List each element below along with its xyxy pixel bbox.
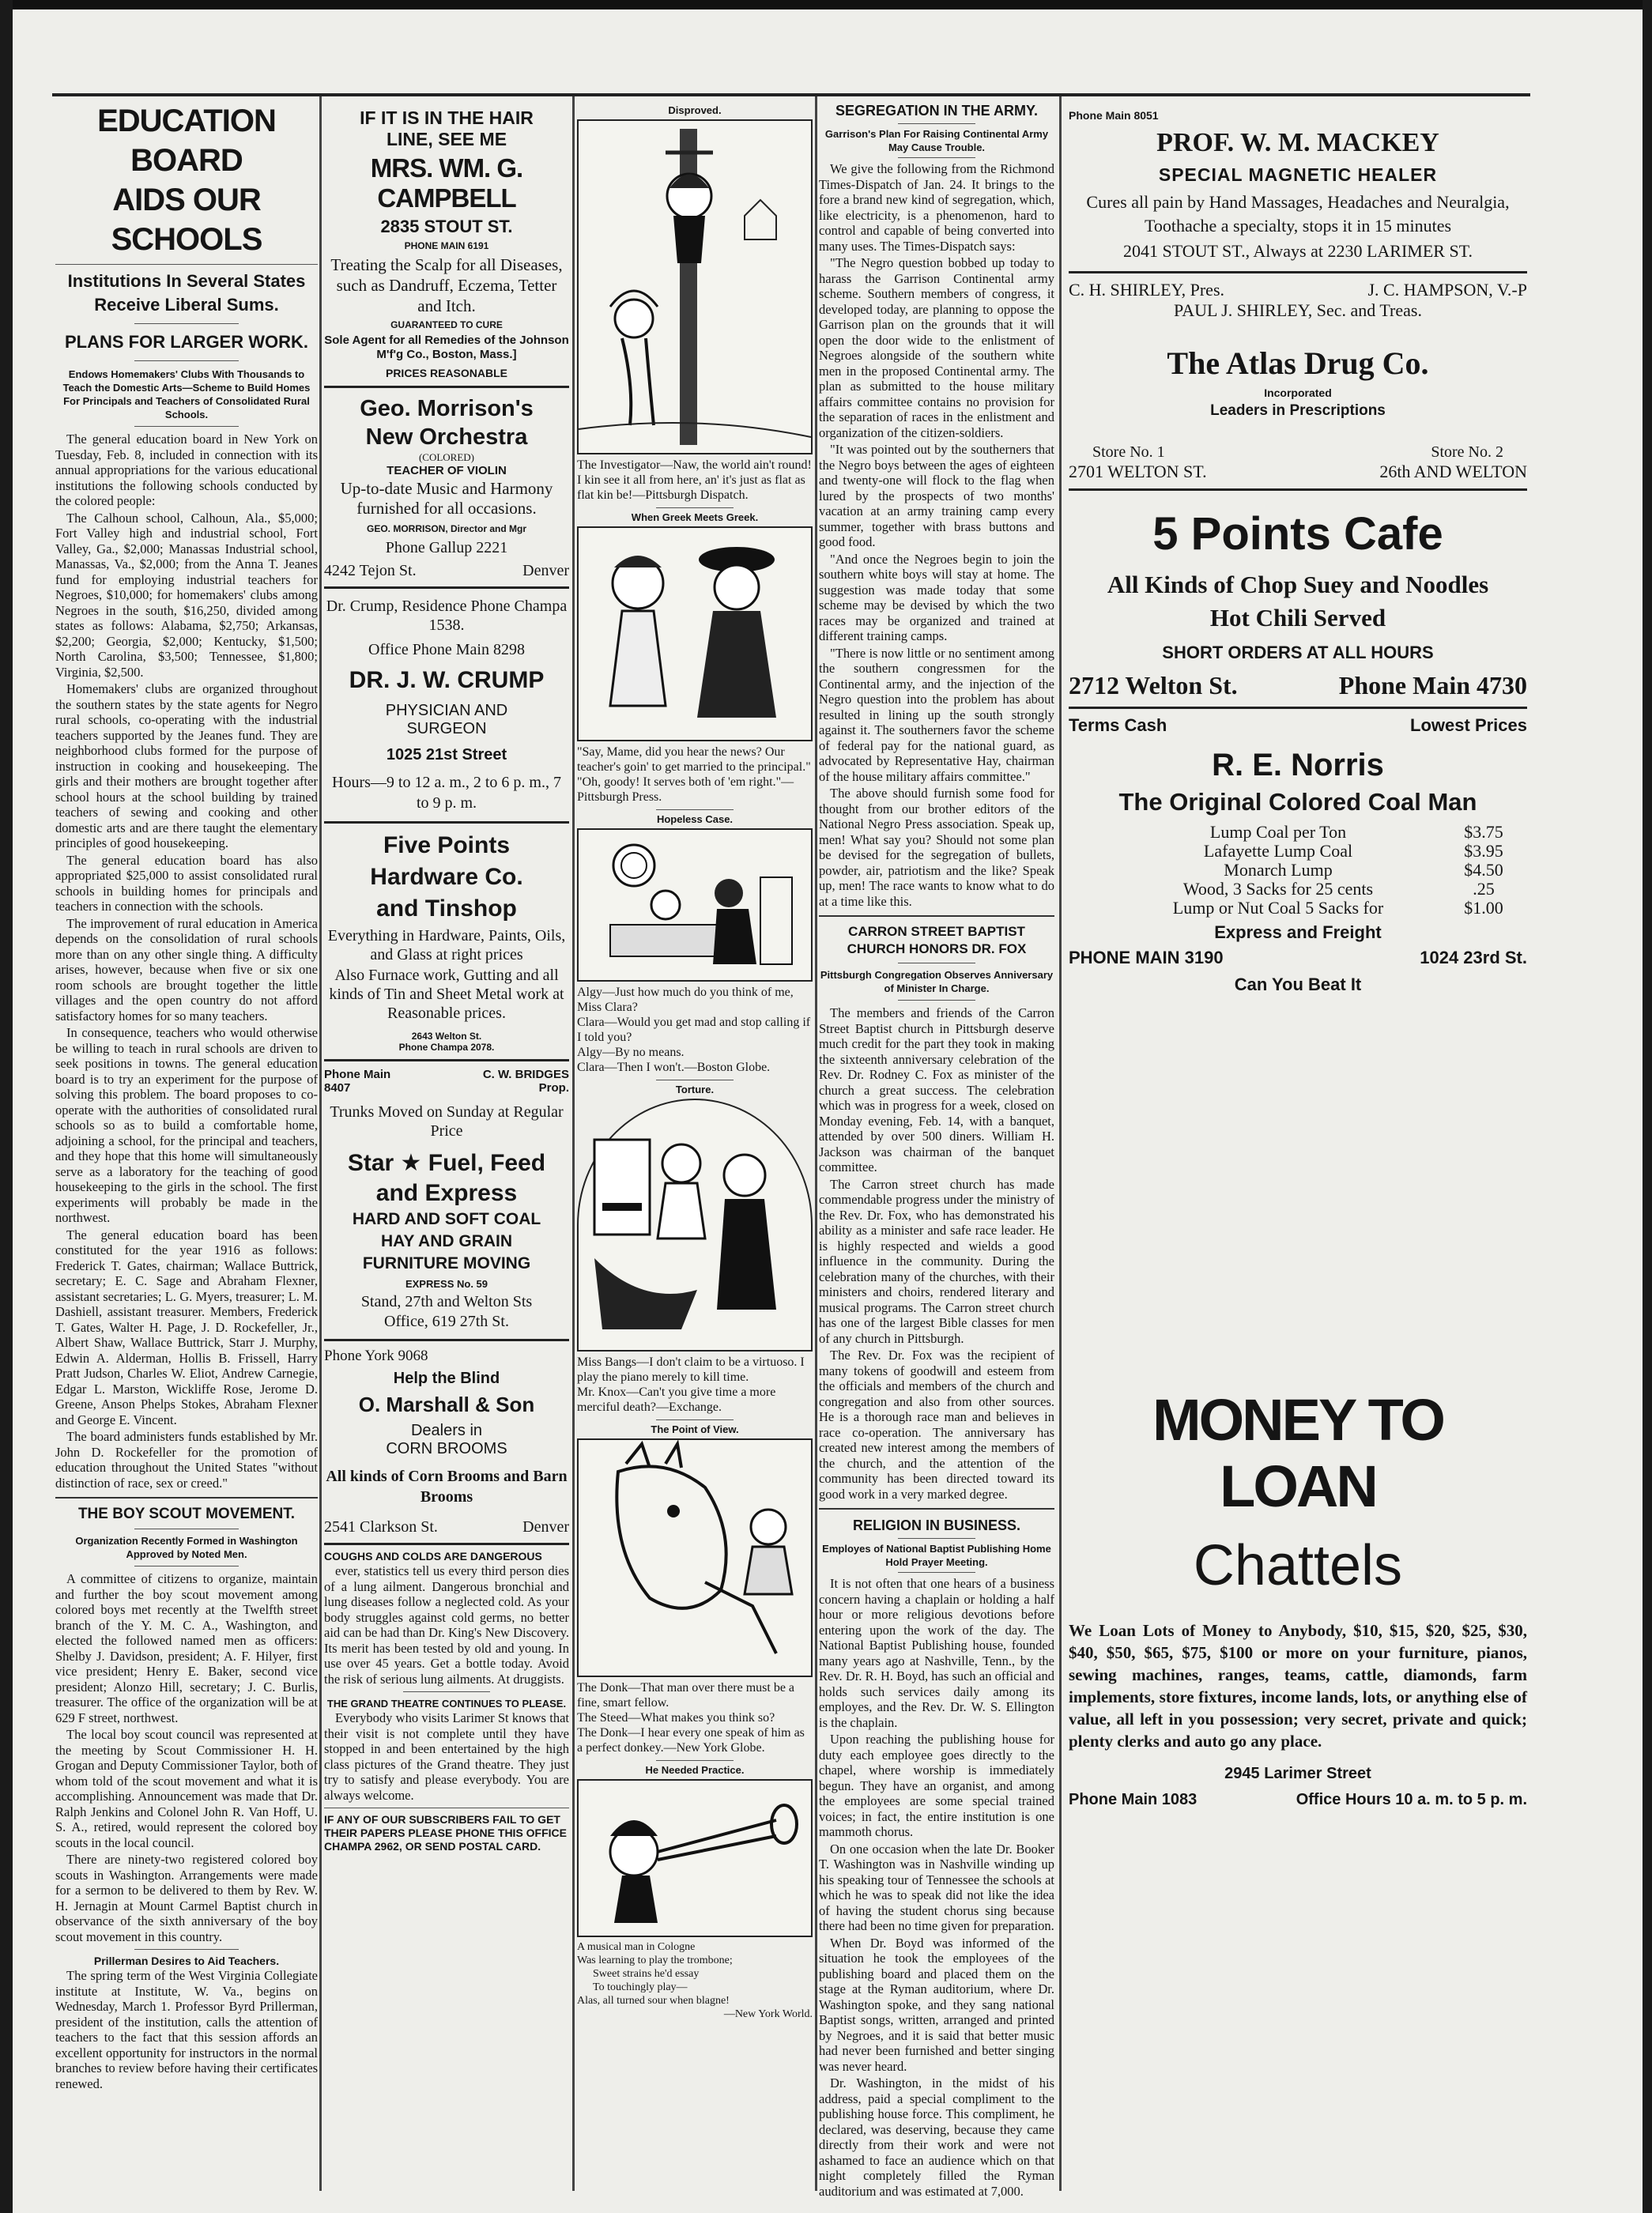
campbell-line-1: IF IT IS IN THE HAIR <box>360 107 534 128</box>
paragraph: On one occasion when the late Dr. Booker T. Washington was in Nashville winding up his speaking tour of Tennessee the schools at which he was to speak did not like the idea of having the student chorus sing because there had been no time given for preparation. <box>819 1841 1054 1933</box>
subhead-2: Receive Liberal Sums. <box>94 295 279 315</box>
segregation-body <box>819 161 1054 909</box>
marshall-address-row <box>324 1518 569 1536</box>
loan-headline: MONEY TO LOAN <box>1152 1387 1443 1519</box>
grand-theatre-headline: THE GRAND THEATRE CONTINUES TO PLEASE. <box>326 1698 567 1710</box>
divider <box>898 123 975 124</box>
caption-text: "Oh, goody! It serves both of 'em right."—Pittsburgh Press. <box>577 775 794 804</box>
marshall-phone: Phone York 9068 <box>324 1348 428 1364</box>
norris-terms: Terms Cash <box>1069 715 1167 735</box>
caption-text: The Steed—What makes you think so? <box>577 1711 775 1725</box>
paragraph: The local boy scout council was represented at the meeting by Scout Commissioner H. H. Grogan and Deputy Commissioner Taylor, both of whom told of the scout movement and what it is accomplishing. Announcement was made that Dr. Ralph Jenkins and Colonel John R. Van Hoff, U. S. A., retired, would represent the colored boy scouts in the local council. <box>55 1727 318 1850</box>
paragraph: The Rev. Dr. Fox was the recipient of many tokens of goodwill and esteem from the officials and members of the church and congregation and also from other sources. He is a thorough race man and believes in race co-operation. The anniversary has created new interest among the members of the church, and the attention of the community has been directed toward its good work in a very marked degree. <box>819 1348 1054 1502</box>
paragraph: "And once the Negroes begin to join the southern white boys will stay at home. The suggestion was made today that some scheme may be devised by which the two races may be organized and trained at different training camps. <box>819 551 1054 643</box>
couple-on-bench-illustration <box>579 830 811 977</box>
paragraph: The general education board has also appropriated $25,000 to assist consolidated rural schools in building homes for principals and teachers in connection with the schools. <box>55 852 318 914</box>
cartoon-title: Torture. <box>675 1084 715 1095</box>
marshall-corn: CORN BROOMS <box>386 1440 507 1457</box>
hardware-text-1: Everything in Hardware, Paints, Oils, and Glass at right prices <box>327 927 566 963</box>
loan-hours: Office Hours 10 a. m. to 5 p. m. <box>1296 1791 1527 1808</box>
headline-line-2: AIDS OUR SCHOOLS <box>111 183 262 257</box>
pole-climber-illustration <box>579 121 811 450</box>
column-rule-1 <box>319 96 322 2191</box>
bridges-star-fuel: Star ★ Fuel, Feed <box>347 1150 546 1176</box>
column-5 <box>1069 101 1527 2188</box>
marshall-name: O. Marshall & Son <box>358 1393 535 1416</box>
crump-residence: Dr. Crump, Residence Phone Champa 1538. <box>326 598 568 634</box>
cartoon-title: He Needed Practice. <box>645 1764 745 1776</box>
norris-contact <box>1069 948 1527 968</box>
subhead-3: PLANS FOR LARGER WORK. <box>65 332 308 352</box>
norris-phone: PHONE MAIN 3190 <box>1069 948 1224 967</box>
cafe-line-2: Hot Chili Served <box>1209 604 1386 631</box>
marshall-ad <box>324 1341 569 1545</box>
carron-headline-1: CARRON STREET BAPTIST <box>848 924 1025 939</box>
scout-body <box>55 1571 318 1944</box>
paragraph: Upon reaching the publishing house for duty each employee goes directly to the chapel, where worship is immediately begun. They have an organist, and among the employees are some special trained voices; in fact, the entire institution is one mammoth chorus. <box>819 1732 1054 1839</box>
campbell-text: Treating the Scalp for all Diseases, such as Dandruff, Eczema, Tetter and Itch. <box>330 255 563 315</box>
atlas-address-1: 2701 WELTON ST. <box>1069 462 1207 481</box>
price-value: .25 <box>1473 879 1495 899</box>
trombone-player-illustration <box>579 1781 811 1932</box>
atlas-officers <box>1069 280 1527 300</box>
paragraph: The above should furnish some food for thought from our brother editors of the National Negro Press association. Speak up, men! What say you? Should not some plan be devised for the segregation of bullets, powder, air, patriotism and the like? Speak up, men! The race wants to know what to do at a time like this. <box>819 786 1054 909</box>
article-body <box>55 432 318 1491</box>
bridges-owner-block <box>483 1068 569 1095</box>
crump-hours: Hours—9 to 12 a. m., 2 to 6 p. m., 7 to 9 p. m. <box>332 774 561 812</box>
mackey-text: Cures all pain by Hand Massages, Headaches and Neuralgia, Toothache a specialty, stops it in 15 minutes <box>1086 192 1510 236</box>
norris-title: The Original Colored Coal Man <box>1118 788 1477 816</box>
hardware-phone: Phone Champa 2078. <box>398 1042 495 1053</box>
cartoon-hopeless <box>577 828 813 982</box>
divider <box>134 426 239 427</box>
divider <box>403 1691 490 1692</box>
caption-text: Clara—Would you get mad and stop calling if I told you? <box>577 1016 811 1044</box>
paragraph: It is not often that one hears of a business concern having a chaplain or holding a half hour or more religious devotions before entering upon the work of the day. The National Baptist Publishing house, founded many years ago at Nashville, Tenn., by the Rev. Dr. R. H. Boyd, has such an official and holds such services daily among its employes, and the Rev. Dr. W. S. Ellington is the chaplain. <box>819 1576 1054 1730</box>
divider <box>819 1508 1054 1510</box>
paragraph: We give the following from the Richmond Times-Dispatch of Jan. 24. It brings to the fore a brand new kind of segregation, which, like electricity, is a phenomenon, hard to control and capable of being converted into many uses. The Times-Dispatch says: <box>819 161 1054 254</box>
caption-text: "Say, Mame, did you hear the news? Our teacher's goin' to get married to the principal." <box>577 745 811 774</box>
bridges-hay: HAY AND GRAIN <box>380 1232 513 1250</box>
prillerman-body <box>55 1968 318 2091</box>
carron-deck: Pittsburgh Congregation Observes Anniversary of Minister In Charge. <box>820 969 1054 994</box>
morrison-colored: (COLORED) <box>418 451 475 463</box>
article-deck: Endows Homemakers' Clubs With Thousands to Teach the Domestic Arts—Scheme to Build Homes For Principals and Teachers of Consolidated Rural Schools. <box>62 368 311 420</box>
cartoon-title: Hopeless Case. <box>656 813 734 825</box>
scout-headline: THE BOY SCOUT MOVEMENT. <box>77 1506 296 1522</box>
column-rule-2 <box>572 96 575 2191</box>
morrison-address: 4242 Tejon St. <box>324 562 417 579</box>
norris-name: R. E. Norris <box>1212 748 1384 782</box>
atlas-store-2: Store No. 2 <box>1431 443 1503 461</box>
divider <box>656 1419 734 1420</box>
norris-price-list <box>1069 823 1527 918</box>
bridges-stand: Stand, 27th and Welton Sts <box>360 1293 533 1310</box>
column-1 <box>55 101 318 2188</box>
morrison-phone: Phone Gallup 2221 <box>385 539 508 556</box>
column-3 <box>577 101 813 2188</box>
atlas-store-1: Store No. 1 <box>1092 443 1165 461</box>
loan-phone: Phone Main 1083 <box>1069 1791 1198 1808</box>
scan-right-edge <box>1643 0 1652 2213</box>
norris-beat: Can You Beat It <box>1234 975 1362 994</box>
top-rule <box>52 93 1530 96</box>
column-rule-3 <box>815 96 817 2191</box>
norris-address: 1024 23rd St. <box>1420 948 1527 967</box>
crump-street: 1025 21st Street <box>386 746 507 763</box>
poem-line: A musical man in Cologne <box>577 1941 696 1953</box>
divider <box>898 1000 975 1001</box>
atlas-vice-president: J. C. HAMPSON, V.-P <box>1367 280 1527 300</box>
cartoon-title: Disproved. <box>668 104 722 116</box>
marshall-city: Denver <box>522 1518 569 1536</box>
price-item: Monarch Lump <box>1224 860 1333 880</box>
hardware-name-2: Hardware Co. <box>370 864 523 890</box>
price-row <box>1069 880 1527 899</box>
price-value: $3.75 <box>1464 822 1503 842</box>
hardware-address: 2643 Welton St. <box>411 1031 482 1042</box>
coughs-body <box>324 1563 569 1687</box>
price-row <box>1069 842 1527 861</box>
segregation-headline: SEGREGATION IN THE ARMY. <box>835 103 1039 119</box>
campbell-address: 2835 STOUT ST. <box>380 217 513 236</box>
bridges-express-no: EXPRESS No. 59 <box>405 1278 488 1290</box>
price-row <box>1069 861 1527 880</box>
price-value: $3.95 <box>1464 841 1503 861</box>
cafe-line-1: All Kinds of Chop Suey and Noodles <box>1107 571 1489 598</box>
bridges-phone-number: 8407 <box>324 1081 351 1095</box>
campbell-name: MRS. WM. G. CAMPBELL <box>370 153 523 213</box>
cafe-ad <box>1069 491 1527 709</box>
morrison-name-2: New Orchestra <box>365 424 528 450</box>
paragraph: The general education board in New York on Tuesday, Feb. 8, included in connection with its annual appropriations for the various educational institutions the following schools conducted by the colored people: <box>55 432 318 508</box>
atlas-leaders: Leaders in Prescriptions <box>1210 402 1386 419</box>
caption-text: The Investigator—Naw, the world ain't round! I kin see it all from here, an' it's just as flat as flat kin be!—Pittsburgh Dispatch. <box>577 458 812 502</box>
bridges-coal: HARD AND SOFT COAL <box>352 1210 541 1228</box>
divider <box>898 1538 975 1539</box>
hardware-name-3: and Tinshop <box>376 895 517 922</box>
campbell-guarantee: GUARANTEED TO CURE <box>390 319 503 330</box>
morrison-name-1: Geo. Morrison's <box>360 396 534 421</box>
loan-text: We Loan Lots of Money to Anybody, $10, $15, $20, $25, $30, $40, $50, $65, $75, $100 or more on your furniture, pianos, sewing machines, ranges, teams, cattle, diamonds, farm implements, store fixtures, income lands, lots, or anything else of value, all left in you possession; very secret, private and quick; plenty clerks and auto go any place. <box>1069 1621 1527 1751</box>
blank-space <box>1069 1001 1527 1381</box>
norris-terms-row <box>1069 715 1527 736</box>
cartoon-caption <box>577 1355 813 1415</box>
bridges-ad <box>324 1061 569 1341</box>
cartoon-caption <box>577 985 813 1075</box>
atlas-name: The Atlas Drug Co. <box>1167 345 1429 381</box>
norris-ad <box>1069 709 1527 1001</box>
cartoon-title: When Greek Meets Greek. <box>631 511 759 523</box>
mackey-ad <box>1069 101 1527 273</box>
paragraph: In consequence, teachers who would otherwise be willing to teach in rural schools are driven to seek positions in towns. The general education board is to try an experiment for the purpose of solving this problem. The board proposes to co-operate with the authorities of consolidated rural schools so as to build a comfortable home, adjoining a school, for the principal and teachers, and they hope that this home will simultaneously serve as a laboratory for the teaching of good housekeeping to the girls in the school. The first experiments will probably be made in the northwest. <box>55 1025 318 1225</box>
subscriber-notice: IF ANY OF OUR SUBSCRIBERS FAIL TO GET THEIR PAPERS PLEASE PHONE THIS OFFICE CHAMPA 2962, OR SEND POSTAL CARD. <box>324 1813 568 1853</box>
atlas-addresses <box>1069 462 1527 482</box>
campbell-agent: Sole Agent for all Remedies of the Johnson M'f'g Co., Boston, Mass.] <box>324 334 569 361</box>
morrison-teacher: TEACHER OF VIOLIN <box>387 464 507 477</box>
bridges-express: and Express <box>375 1180 518 1206</box>
morrison-city: Denver <box>522 562 569 579</box>
hardware-ad <box>324 824 569 1061</box>
hardware-text-2: Also Furnace work, Gutting and all kinds of Tin and Sheet Metal work at Reasonable prices. <box>329 967 564 1022</box>
bridges-office: Office, 619 27th St. <box>384 1313 509 1330</box>
caption-text: Miss Bangs—I don't claim to be a virtuoso. I play the piano merely to kill time. <box>577 1355 805 1384</box>
caption-text: Mr. Knox—Can't you give time a more merciful death?—Exchange. <box>577 1385 776 1414</box>
paragraph: The board administers funds established by Mr. John D. Rockefeller for the promotion of education throughout the United States "without distinction of race, sex or creed." <box>55 1429 318 1491</box>
paragraph: "The Negro question bobbed up today to harass the Garrison Continental army scheme. Southern members of congress, it developed today, are planning to oppose the Garrison plan on the grounds that it will open the door wide to the enlistment of Negroes alongside of the southern white men in the proposed Continental army. The plan as submitted to the house military affairs committee contains no provision for the separation of races in the enlistment and organization of the citizen-soldiers. <box>819 255 1054 440</box>
subhead-1: Institutions In Several States <box>67 271 306 291</box>
grand-theatre-body <box>324 1710 569 1803</box>
loan-chattels: Chattels <box>1193 1534 1403 1597</box>
mackey-title: SPECIAL MAGNETIC HEALER <box>1158 164 1438 185</box>
campbell-ad <box>324 101 569 388</box>
coughs-headline: COUGHS AND COLDS ARE DANGEROUS <box>324 1550 542 1563</box>
poem-line: To touchingly play— <box>593 1981 688 1993</box>
caption-text: The Donk—That man over there must be a fine, smart fellow. <box>577 1681 795 1710</box>
scan-top-edge <box>0 0 1652 9</box>
crump-office: Office Phone Main 8298 <box>368 641 525 658</box>
cartoon-disproved <box>577 119 813 454</box>
norris-lowest: Lowest Prices <box>1410 715 1527 735</box>
carron-headline-2: CHURCH HONORS DR. FOX <box>847 941 1027 956</box>
divider <box>819 915 1054 917</box>
poem <box>577 1940 813 2021</box>
price-value: $4.50 <box>1464 860 1503 880</box>
bridges-furniture: FURNITURE MOVING <box>362 1254 531 1272</box>
atlas-president: C. H. SHIRLEY, Pres. <box>1069 280 1225 300</box>
crump-title-2: SURGEON <box>406 720 487 737</box>
campbell-prices: PRICES REASONABLE <box>385 367 508 379</box>
cafe-line-3: SHORT ORDERS AT ALL HOURS <box>1162 643 1434 662</box>
scout-deck: Organization Recently Formed in Washington Approved by Noted Men. <box>75 1535 298 1560</box>
cartoon-caption <box>577 458 813 503</box>
morrison-text: Up-to-date Music and Harmony furnished for all occasions. <box>340 479 553 518</box>
norris-express: Express and Freight <box>1214 922 1382 942</box>
paragraph: There are ninety-two registered colored boy scouts in Washington. Arrangements were made for a sermon to be delivered to them by Rev. W. H. Jernagin at Mount Carmel Baptist church in observance of the sixth anniversary of the boy scout movement in this country. <box>55 1852 318 1944</box>
mackey-address: 2041 STOUT ST., Always at 2230 LARIMER ST. <box>1122 241 1473 261</box>
morrison-ad <box>324 388 569 589</box>
bridges-phone-block <box>324 1068 390 1095</box>
mackey-phone: Phone Main 8051 <box>1069 109 1159 122</box>
divider <box>55 1497 318 1499</box>
religion-body <box>819 1576 1054 2199</box>
divider <box>134 360 239 361</box>
campbell-phone: PHONE MAIN 6191 <box>404 240 489 251</box>
divider <box>898 1572 975 1573</box>
crump-title-1: PHYSICIAN AND <box>385 702 508 719</box>
poem-source: —New York World. <box>723 2008 813 2020</box>
paragraph: When Dr. Boyd was informed of the situation he took the employees of the publishing board and placed them on the stage at the Ryman auditorium, where Dr. Washington spoke, and they sang national Baptist songs, written, arranged and printed by Negroes, and it is said that better music had never been furnished and better singing was never heard. <box>819 1935 1054 2074</box>
column-rule-4 <box>1059 96 1062 2191</box>
bridges-phone-label: Phone Main <box>324 1068 391 1081</box>
atlas-incorporated: Incorporated <box>1264 386 1332 399</box>
atlas-stores <box>1069 443 1527 462</box>
atlas-secretary: PAUL J. SHIRLEY, Sec. and Treas. <box>1174 300 1422 320</box>
price-item: Lafayette Lump Coal <box>1203 841 1353 861</box>
marshall-help: Help the Blind <box>393 1370 500 1387</box>
loan-address: 2945 Larimer Street <box>1224 1765 1371 1782</box>
marshall-address: 2541 Clarkson St. <box>324 1518 438 1536</box>
caption-text: Algy—Just how much do you think of me, Miss Clara? <box>577 986 794 1014</box>
paragraph: The general education board has been constituted for the year 1916 as follows: Frederick T. Gates, chairman; Wallace Buttrick, secretary; E. C. Sage and Abraham Flexner, assistant secretaries; L. G. Myers, treasurer; L. M. Dashiell, assistant treasurer. Members, Frederick T. Gates, Walter H. Page, J. D. Rockefeller, Jr., Albert Shaw, Wallace Buttrick, Starr J. Murphy, Edwin A. Alderman, Hollis B. Frissell, Harry Pratt Judson, Charles W. Eliot, Andrew Carnegie, Edgar L. Marston, Wickliffe Rose, Jerome D. Greene, Anson Phelps Stokes, Abraham Flexner and George E. Vincent. <box>55 1227 318 1427</box>
scan-left-edge <box>0 0 13 2213</box>
crump-name: DR. J. W. CRUMP <box>349 667 545 693</box>
caption-text: Algy—By no means. <box>577 1046 685 1059</box>
atlas-ad <box>1069 273 1527 491</box>
cartoon-torture <box>577 1099 813 1352</box>
campbell-line-2: LINE, SEE ME <box>386 129 507 149</box>
religion-deck: Employes of National Baptist Publishing Home Hold Prayer Meeting. <box>822 1543 1051 1568</box>
carron-body <box>819 1005 1054 1502</box>
segregation-deck: Garrison's Plan For Raising Continental Army May Cause Trouble. <box>824 128 1049 153</box>
poem-line: Sweet strains he'd essay <box>593 1968 700 1980</box>
divider <box>656 1760 734 1761</box>
divider <box>656 507 734 508</box>
paragraph: The spring term of the West Virginia Collegiate institute at Institute, W. Va., begins on Wednesday, March 1. Professor Byrd Prillerman, president of the institution, calls the attention of teachers to the fact that this session affords an excellent opportunity for instructors in the normal branches to review before having their certificates renewed. <box>55 1968 318 2091</box>
morrison-director: GEO. MORRISON, Director and Mgr <box>366 523 527 534</box>
piano-player-illustration <box>579 1100 811 1347</box>
price-value: $1.00 <box>1464 898 1503 918</box>
column-2 <box>324 101 569 2188</box>
paragraph: Dr. Washington, in the midst of his address, paid a special compliment to the publishing house force. This compliment, he declared, was deserving, because they came directly from their work and were not ashamed to face an audience which on that night completely filled the Ryman auditorium and was estimated at 7,000. <box>819 2075 1054 2199</box>
morrison-address-row <box>324 562 569 580</box>
crump-ad <box>324 589 569 824</box>
atlas-address-2: 26th AND WELTON <box>1379 462 1527 481</box>
column-4 <box>819 101 1054 2199</box>
price-item: Wood, 3 Sacks for 25 cents <box>1182 879 1374 899</box>
hardware-name-1: Five Points <box>383 832 511 858</box>
headline-line-1: EDUCATION BOARD <box>97 104 276 178</box>
loan-ad <box>1069 1381 1527 1815</box>
cartoon-title: The Point of View. <box>651 1423 739 1435</box>
cafe-contact <box>1069 671 1527 700</box>
divider <box>656 809 734 810</box>
paragraph: The Calhoun school, Calhoun, Ala., $5,000; Fort Valley high and industrial school, Fort Valley, Ga., $2,000; Manassas Industrial school, Manassas, Va., $2,000; from the Anna T. Jeanes fund for employing industrial teachers for Negroes, $10,000; for homemakers' clubs among Negroes in the south, $16,250, divided among states as follows: Alabama, $2,750; Arkansas, $2,200; Georgia, $2,000; Kentucky, $1,500; North Carolina, $3,500; Tennessee, $1,800; Virginia, $2,500. <box>55 510 318 680</box>
paragraph: A committee of citizens to organize, maintain and further the boy scout movement among colored boys met recently at the Twelfth street branch of the Y. M. C. A., Washington, and elected the followed named men as officers: Shelby J. Davidson, president; A. F. Hilyer, first vice president; Henry E. Baker, second vice president; Alonzo Hill, secretary; J. C. Burlis, treasurer. The office of the organization will be at 629 F street, northwest. <box>55 1571 318 1725</box>
cartoon-point-of-view <box>577 1438 813 1677</box>
divider <box>898 157 975 158</box>
cartoon-caption <box>577 745 813 805</box>
prillerman-headline: Prillerman Desires to Aid Teachers. <box>93 1955 280 1967</box>
paragraph: Homemakers' clubs are organized throughout the southern states by the state agents for Negro rural schools, co-operating with the industrial teachers supported by the Jeanes fund. They are neighborhood clubs formed for the purpose of instruction in cooking and housekeeping. The girls and their mothers are brought together after school hours at the school building by trained teachers of sewing and cooking and other domestic arts and are there taught the elementary principles of good housekeeping. <box>55 681 318 850</box>
paragraph: The improvement of rural education in America depends on the consolidation of rural schools more than on any other single thing. A difficulty arises, however, because when five or six one room schools are brought together the little villages and the open country do not afford satisfactory homes for so many teachers. <box>55 915 318 1024</box>
caption-text: The Donk—I hear every one speak of him as a perfect donkey.—New York Globe. <box>577 1726 805 1755</box>
bridges-trunks: Trunks Moved on Sunday at Regular Price <box>330 1103 564 1140</box>
poem-line: Alas, all turned sour when blagne! <box>577 1995 730 2007</box>
poem-line: Was learning to play the trombone; <box>577 1955 733 1966</box>
paragraph: "It was pointed out by the southerners that the Negro boys between the ages of eighteen and twenty-one will flock to the flag when lured by the prospects of two months' vacation at an army training camp every summer, together with brass buttons and good food. <box>819 442 1054 549</box>
paragraph: "There is now little or no sentiment among the southern congressmen for the Continental army, and the injection of the Negro question into the problem has about resulted in lining up the south strongly against it. The southerners favor the scheme of federal pay for the national guard, as advocated by Representative Hay, chairman of the house military affairs committee." <box>819 645 1054 784</box>
bridges-prop: Prop. <box>538 1081 569 1095</box>
cartoon-practice <box>577 1779 813 1937</box>
paragraph: The Carron street church has made commendable progress under the ministry of the Rev. Dr. Fox, who has demonstrated his ability as a minister and safe race leader. He is highly respected and wields a good influence in the community. During the celebration many of the churches, with their ministers and choirs, rendered literary and musical programs. The Carron street church has one of the largest Bible classes for men of any church in Pittsburgh. <box>819 1176 1054 1346</box>
cartoon-caption <box>577 1680 813 1755</box>
cafe-phone: Phone Main 4730 <box>1338 671 1527 699</box>
cafe-address: 2712 Welton St. <box>1069 671 1238 699</box>
cafe-name: 5 Points Cafe <box>1152 508 1443 560</box>
divider <box>55 264 318 265</box>
loan-contact <box>1069 1791 1527 1809</box>
donkey-illustration <box>579 1440 811 1672</box>
cartoon-greek <box>577 526 813 741</box>
divider <box>134 323 239 324</box>
price-row <box>1069 899 1527 918</box>
marshall-dealers: Dealers in <box>410 1422 483 1439</box>
mackey-name: PROF. W. M. MACKEY <box>1156 128 1439 157</box>
divider <box>134 1949 239 1950</box>
two-girls-illustration <box>579 528 811 737</box>
price-row <box>1069 823 1527 842</box>
paragraph: ever, statistics tell us every third person dies of a lung ailment. Dangerous bronchial and lung diseases follow a neglected cold. As your body struggles against cold germs, no better aid can be had than Dr. King's New Discovery. Its merit has been tested by old and young. In use over 45 years. Get a bottle today. Avoid the risk of serious lung ailments. At druggists. <box>324 1563 569 1687</box>
bridges-owner: C. W. BRIDGES <box>482 1068 569 1081</box>
marshall-kinds: All kinds of Corn Brooms and Barn Brooms <box>326 1468 568 1506</box>
paragraph: Everybody who visits Larimer St knows that their visit is not complete until they have stopped in and been entertained by the high class pictures of the Grand theatre. They just try to satisfy and please everybody. You are always welcome. <box>324 1710 569 1803</box>
price-item: Lump or Nut Coal 5 Sacks for <box>1172 898 1384 918</box>
paragraph: The members and friends of the Carron Street Baptist church in Pittsburgh deserve much credit for the part they took in making the sixteenth anniversary celebration of the Rev. Dr. Rodney C. Fox as minister of the church a great success. The celebration which was in progress for a week, closed on Monday evening, Feb. 14, with a banquet, attended by over 500 diners. William H. Jackson was chairman of the banquet committee. <box>819 1005 1054 1174</box>
bridges-header <box>324 1068 569 1095</box>
religion-headline: RELIGION IN BUSINESS. <box>852 1517 1021 1533</box>
price-item: Lump Coal per Ton <box>1209 822 1347 842</box>
caption-text: Clara—Then I won't.—Boston Globe. <box>577 1061 771 1074</box>
